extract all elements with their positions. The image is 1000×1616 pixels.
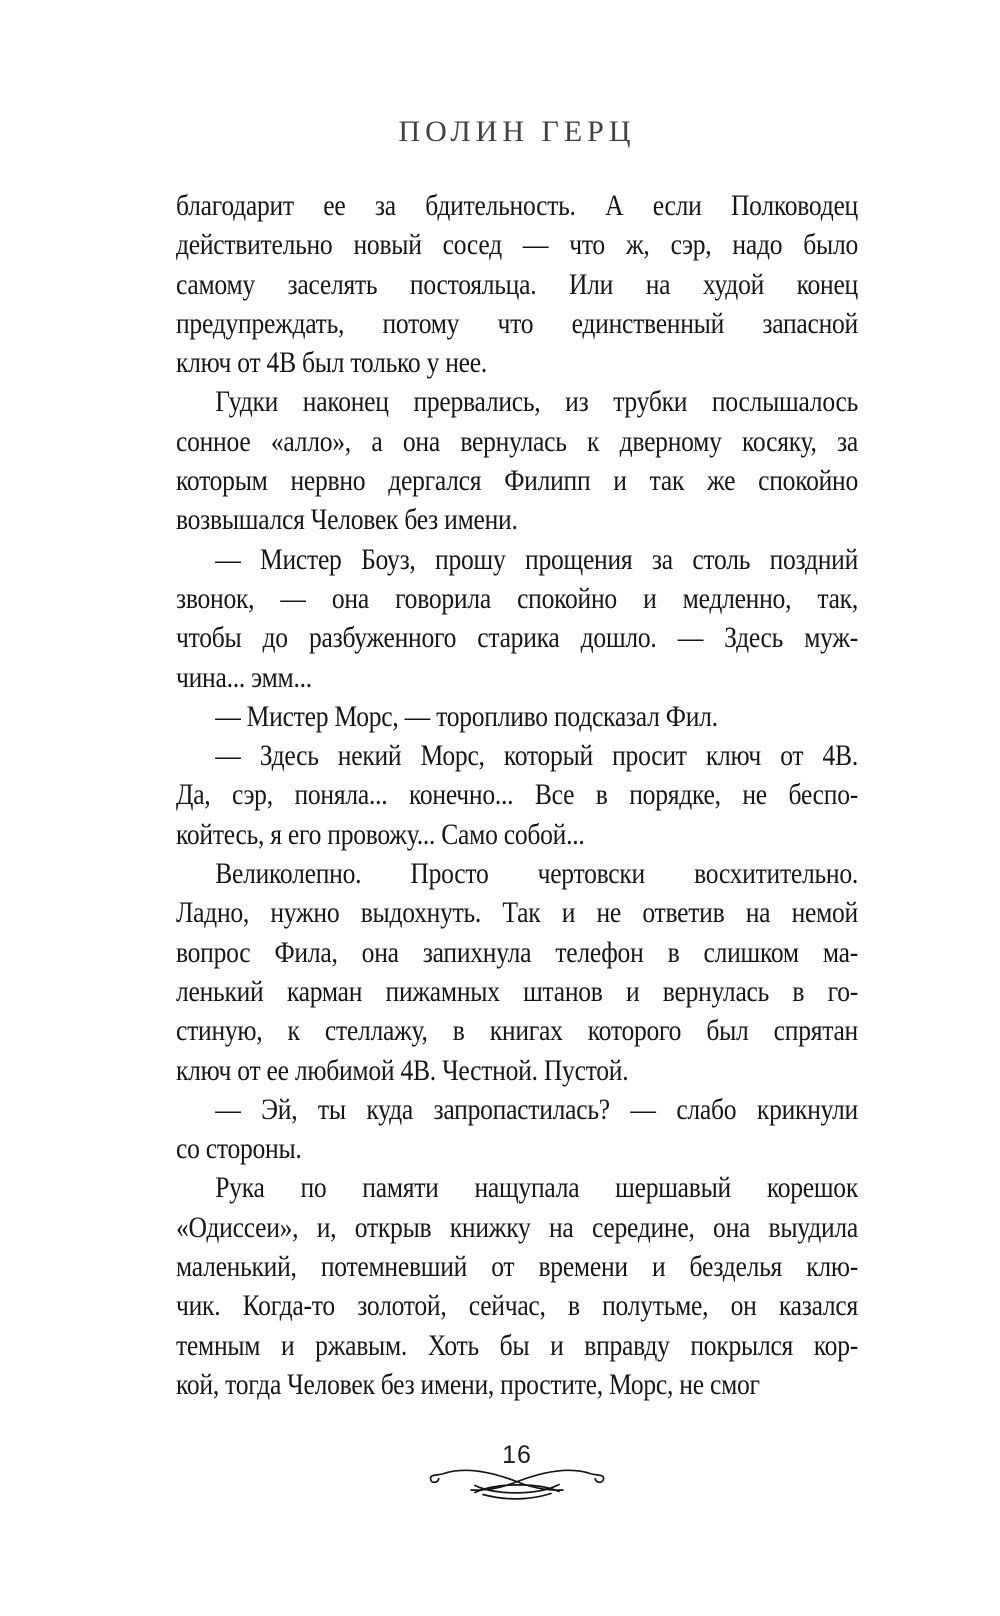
text-line: сонное «алло», а она вернулась к дверному косяку, за — [176, 424, 858, 458]
text-line: которым нервно дергался Филипп и так же спокойно — [176, 464, 858, 498]
text-line: Гудки наконец прервались, из трубки послышалось — [215, 385, 858, 419]
text-line: темным и ржавым. Хоть бы и вправду покрылся кор- — [176, 1328, 858, 1362]
text-line: — Эй, ты куда запропастилась? — слабо крикнули — [215, 1092, 858, 1126]
text-line: Великолепно. Просто чертовски восхитительно. — [215, 857, 858, 891]
text-line: маленький, потемневший от времени и безделья клю- — [176, 1250, 858, 1284]
running-head-author: ПОЛИН ГЕРЦ — [398, 115, 636, 148]
page-number: 16 — [502, 1441, 532, 1469]
paragraph — [176, 736, 858, 854]
text-line: стиную, к стеллажу, в книгах которого был спрятан — [176, 1014, 858, 1048]
paragraph — [176, 540, 858, 697]
text-line: чик. Когда-то золотой, сейчас, в полутьме, он казался — [176, 1289, 858, 1323]
text-line: благодарит ее за бдительность. А если Полководец — [176, 189, 858, 222]
text-line: — Мистер Боуз, прошу прощения за столь поздний — [215, 542, 858, 576]
text-line: со стороны. — [176, 1132, 302, 1166]
text-line: действительно новый сосед — что ж, сэр, надо было — [176, 228, 858, 262]
text-line: Да, сэр, поняла... конечно... Все в порядке, не беспо- — [176, 778, 858, 812]
paragraph — [176, 1090, 858, 1169]
text-line: Рука по памяти нащупала шершавый корешок — [215, 1171, 858, 1205]
paragraph — [176, 697, 858, 736]
paragraph — [176, 1168, 858, 1404]
text-line: звонок, — она говорила спокойно и медленно, так, — [176, 581, 858, 615]
paragraph — [176, 186, 858, 382]
text-line: ключ от 4В был только у нее. — [176, 346, 488, 380]
text-line: предупреждать, потому что единственный запасной — [176, 306, 858, 340]
text-line: Ладно, нужно выдохнуть. Так и не ответив на немой — [176, 896, 858, 930]
text-line: чина... эмм... — [176, 660, 312, 694]
text-line: койтесь, я его провожу... Само собой... — [176, 817, 585, 851]
paragraph — [176, 382, 858, 539]
text-line: самому заселять постояльца. Или на худой конец — [176, 267, 858, 301]
text-line: кой, тогда Человек без имени, простите, Морс, не смог — [176, 1367, 760, 1401]
text-line: — Мистер Морс, — торопливо подсказал Фил. — [215, 699, 718, 733]
text-line: чтобы до разбуженного старика дошло. — Здесь муж- — [176, 621, 858, 655]
text-block — [176, 186, 858, 1404]
text-line: «Одиссеи», и, открыв книжку на середине, она выудила — [176, 1210, 858, 1244]
text-line: ключ от ее любимой 4В. Честной. Пустой. — [176, 1053, 629, 1087]
flourish-ornament-icon — [416, 1464, 618, 1500]
text-line: — Здесь некий Морс, который просит ключ от 4В. — [215, 739, 858, 773]
paragraph — [176, 854, 858, 1090]
text-line: вопрос Фила, она запихнула телефон в слишком ма- — [176, 935, 858, 969]
page-footer — [176, 1442, 858, 1500]
text-line: возвышался Человек без имени. — [176, 503, 518, 537]
text-line: ленький карман пижамных штанов и вернулась в го- — [176, 974, 858, 1008]
